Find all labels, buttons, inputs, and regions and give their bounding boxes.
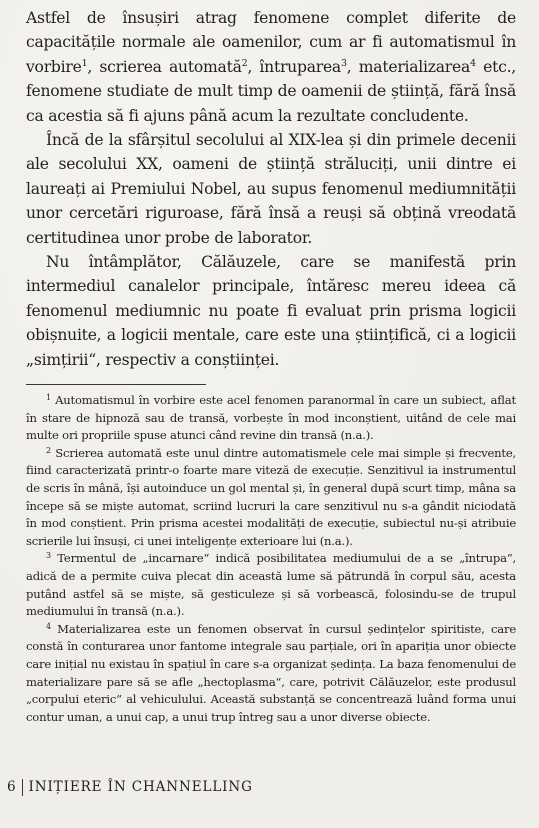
footnote-1 [26,392,516,445]
footnote-ref-4: 4 [470,57,476,69]
footnote-ref-2: 2 [241,57,248,69]
footnote-4 [26,621,516,727]
p1-text-b: , scrierea automată [87,57,242,76]
footnote-number: 4 [46,621,51,631]
page-number: 6 [7,779,17,795]
page-footer [7,776,253,798]
p1-text-a: Astfel de însușiri atrag fenomene complet diferite de capacitățile normale ale oamenilor, cum ar fi automatismul în vorbire [26,9,516,76]
paragraph-2: Încă de la sfârșitul secolului al XIX-lea și din primele decenii ale secolului XX, oameni de știință străluciți, unii dintre ei laureați ai Premiului Nobel, au supus fenomenul mediumnității unor cercetări riguroase, fără însă a reuși să obțină vreodată certitudinea unor probe de laborator. [26,131,516,247]
footer-divider [22,779,23,796]
footnote-number: 1 [46,393,51,402]
footnote-text: Automatismul în vorbire este acel fenomen paranormal în care un subiect, aflat în stare de hipnoză sau de transă, vorbește în mod inconștient, uitând de cele mai multe ori propriile spuse atunci când revine din transă (n.a.). [26,393,516,443]
paragraph-3: Nu întâmplător, Călăuzele, care se manifestă prin intermediul canalelor principale, întăresc mereu ideea că fenomenul mediumnic nu poate fi evaluat prin prisma logicii obișnuite, a logicii mentale, care este una științifică, ci a logicii „simțirii“, respectiv a conștiinței. [26,253,516,369]
footnote-text: Materializarea este un fenomen observat în cursul ședințelor spiritiste, care constă în conturarea unor fantome integrale sau parțiale, ori în apariția unor obiecte care inițial nu existau în spațiul în care s-a organizat ședința. La baza fenomenului de materializare pare să se afle „hectoplasma“, care, potrivit Călăuzelor, este produsul „corpului eteric“ al vehiculului. Această substanță se concentrează luând forma unui contur uman, a unui cap, a unui trup întreg sau a unor diverse obiecte. [26,621,516,724]
footnote-separator [26,384,206,385]
paragraph-1 [26,6,516,128]
footnotes [26,392,516,726]
footnote-2 [26,445,516,551]
footnote-text: Termentul de „incarnare“ indică posibilitatea mediumului de a se „întrupa“, adică de a permite cuiva plecat din această lume să pătrundă în corpul său, acesta putând astfel să se miște, să gesticuleze și să vorbească, folosindu-se de trupul mediumului în transă (n.a.). [26,551,516,619]
p1-text-e: etc., fenomene studiate de mult timp de oamenii de știință, fără însă ca acestia să fi ajuns până acum la rezultate concludente. [26,57,516,125]
footnote-number: 2 [46,445,51,455]
body-text [26,6,516,372]
footnote-ref-1: 1 [81,57,88,69]
running-title: INIȚIERE ÎN CHANNELLING [28,779,253,795]
footnote-3 [26,550,516,620]
p1-text-d: , materializarea [346,57,471,76]
footnote-number: 3 [46,551,51,561]
p1-text-c: , întruparea [247,57,341,76]
footnote-text: Scrierea automată este unul dintre automatismele cele mai simple și frecvente, fiind caracterizată printr-o foarte mare viteză de execuție. Senzitivul ia instrumentul de scris în mână, își autoinduce un gol mental și, în general după scurt timp, mâna sa începe să se miște automat, scriind lucruri la care senzitivul nu s-a gândit niciodată în mod conștient. Prin prisma acestei modalități de execuție, subiectul nu-și atribuie scrierile lui însuși, ci unei inteligențe exterioare lui (n.a.). [26,445,516,548]
footnote-ref-3: 3 [340,57,347,69]
